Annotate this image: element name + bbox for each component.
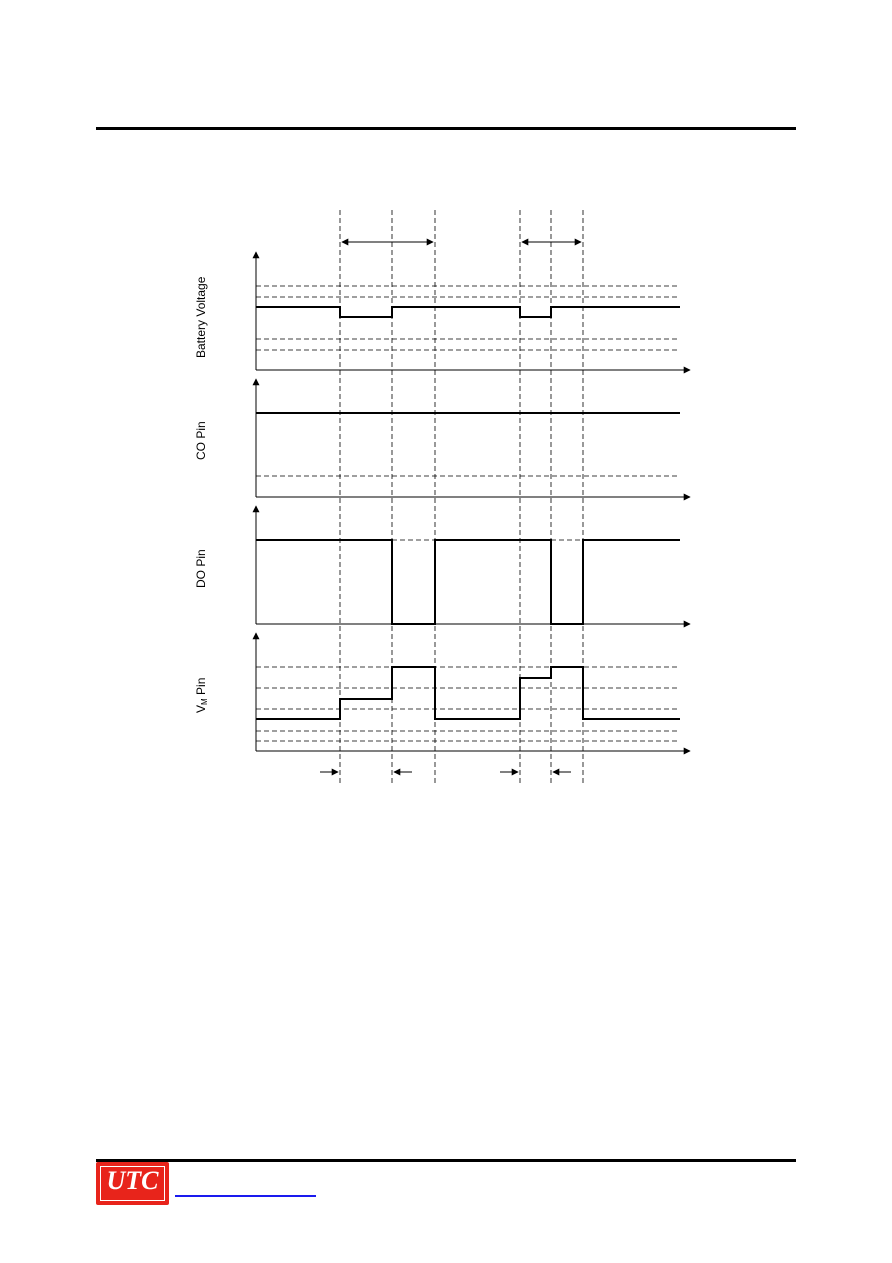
vm-pin-label: VM Pin (194, 677, 209, 713)
co-pin-label: CO Pin (194, 421, 208, 460)
do-pin-waveform (256, 540, 680, 624)
battery-voltage-label: Battery Voltage (194, 276, 208, 358)
panel-vm-pin (194, 633, 690, 751)
panel-battery-voltage (194, 252, 690, 370)
vm-pin-waveform (256, 667, 680, 719)
footer-website-link[interactable] (175, 1195, 316, 1197)
panel-co-pin (194, 379, 690, 497)
utc-logo (96, 1162, 169, 1205)
battery-voltage-waveform (256, 307, 680, 317)
panel-do-pin (194, 506, 690, 624)
utc-logo-text: UTC (106, 1166, 159, 1195)
do-pin-label: DO Pin (194, 549, 208, 588)
footer-rule (96, 1159, 796, 1162)
